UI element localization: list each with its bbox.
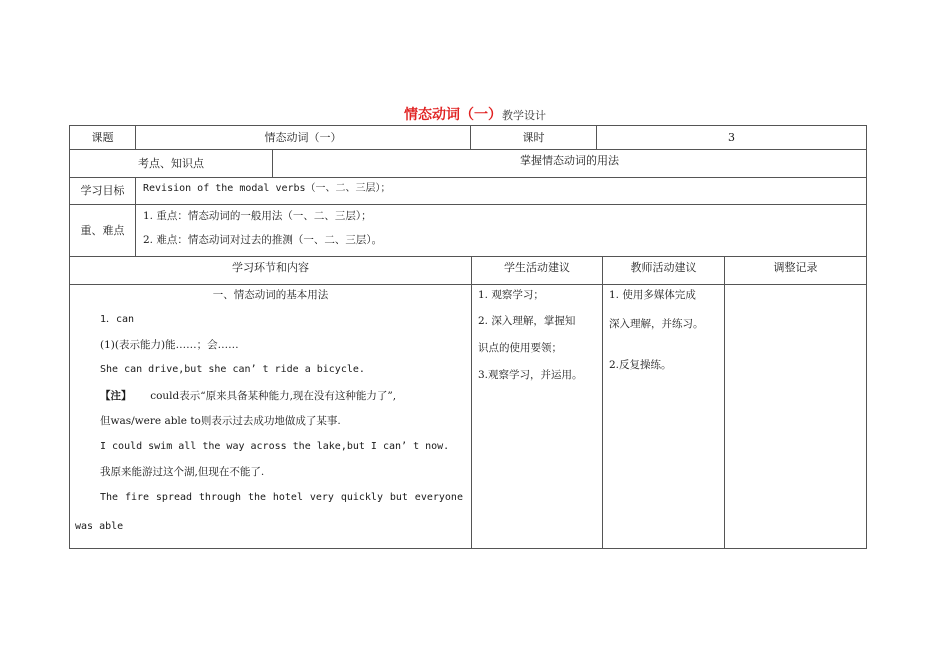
student-line-3: 识点的使用要领； [478,342,562,354]
content-line-4: could表示“原来具备某种能力,现在没有这种能力了”, [150,390,397,402]
content-line-5: 但was/were able to则表示过去成功地做成了某事. [100,415,341,427]
word: The [100,492,119,503]
goal-label-cell [69,177,136,205]
key-point-2: 2. 难点：情态动词对过去的推测（一、二、三层）。 [143,234,383,246]
hours-label-cell [470,125,597,150]
word: but [389,492,408,503]
goal-value: Revision of the modal verbs（一、二、三层）； [143,183,391,194]
content-section-title: 一、情态动词的基本用法 [212,289,329,301]
goal-value-cell [135,177,867,205]
teacher-cell [602,284,725,549]
student-cell [471,284,603,549]
goal-label: 学习目标 [80,184,125,197]
header-record-cell [724,256,867,285]
record-cell [724,284,867,549]
word: everyone [414,492,463,503]
topic-value-cell [135,125,471,150]
title-main: 情态动词（一） [404,107,502,123]
title-sub: 教学设计 [502,109,546,122]
teacher-line-3: 2.反复操练。 [609,359,672,371]
content-cell [69,284,472,549]
word: the [247,492,266,503]
content-line-2: (1)(表示能力)能……；会…… [100,339,239,351]
note-tag: 【注】 [100,390,132,402]
topic-value: 情态动词（一） [264,130,342,144]
student-line-2: 2. 深入理解，掌握知 [478,315,576,327]
content-line-1: 1．can [100,314,135,325]
word: quickly [340,492,383,503]
points-label: 考点、知识点 [138,156,204,170]
document-title [0,104,950,127]
header-student-cell [471,256,603,285]
content-line-8 [100,491,463,505]
student-line-4: 3.观察学习，并运用。 [478,369,583,381]
content-line-3: She can drive,but she can’ t ride a bicycle. [100,364,365,375]
header-teacher: 教师活动建议 [630,261,697,274]
points-value: 掌握情态动词的用法 [520,154,619,167]
word: hotel [272,492,303,503]
content-line-9: was able [75,521,124,532]
header-content: 学习环节和内容 [232,261,309,274]
header-student: 学生活动建议 [504,261,570,274]
content-line-7: 我原来能游过这个湖,但现在不能了. [100,466,265,478]
key-label: 重、难点 [80,223,125,237]
header-teacher-cell [602,256,725,285]
hours-value-cell [596,125,867,150]
points-label-cell [69,149,273,178]
points-value-cell [272,149,867,178]
topic-label: 课题 [91,130,114,144]
teacher-line-1: 1. 使用多媒体完成 [609,289,696,301]
word: spread [155,492,193,503]
hours-label: 课时 [522,130,545,144]
teacher-line-2: 深入理解，并练习。 [609,318,704,330]
header-record: 调整记录 [773,261,818,274]
word: through [198,492,242,503]
content-line-6: I could swim all the way across the lake,but I can’ t now. [100,441,450,452]
topic-label-cell [69,125,136,150]
header-content-cell [69,256,472,285]
student-line-1: 1. 观察学习； [478,289,544,301]
hours-value: 3 [728,130,735,144]
key-label-cell [69,204,136,257]
key-value-cell [135,204,867,257]
word: fire [124,492,150,503]
word: very [309,492,334,503]
key-point-1: 1. 重点：情态动词的一般用法（一、二、三层）； [143,210,372,222]
